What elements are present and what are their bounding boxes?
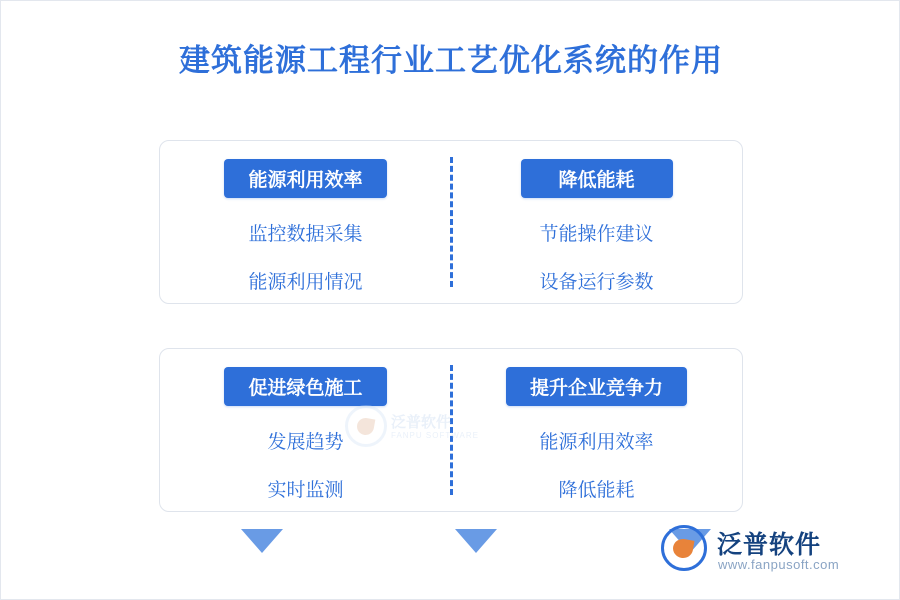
chevron-down-arrow-icon [241, 529, 283, 553]
fanpu-logo-icon [661, 525, 707, 571]
column-enhance-competitiveness [451, 349, 742, 511]
chevron-down-arrow-icon [455, 529, 497, 553]
list-item: 实时监测 [267, 480, 344, 501]
list-item: 设备运行参数 [539, 272, 654, 293]
vertical-dashed-divider [450, 365, 453, 495]
list-item: 能源利用情况 [248, 272, 363, 293]
column-heading-chip[interactable]: 降低能耗 [521, 159, 673, 198]
list-item: 发展趋势 [267, 432, 344, 453]
panel-inner [160, 141, 742, 303]
list-item: 降低能耗 [558, 480, 635, 501]
list-item: 节能操作建议 [539, 224, 654, 245]
column-heading-chip[interactable]: 提升企业竞争力 [506, 367, 687, 406]
watermark-subtitle: FANPU SOFTWARE [391, 431, 479, 440]
column-heading-chip[interactable]: 能源利用效率 [224, 159, 386, 198]
watermark-name: 泛普软件 [391, 414, 452, 431]
brand-logo [661, 523, 881, 581]
column-energy-utilization-efficiency [160, 141, 451, 303]
list-item: 监控数据采集 [248, 224, 363, 245]
column-reduce-energy-consumption [451, 141, 742, 303]
column-heading-chip[interactable]: 促进绿色施工 [224, 367, 386, 406]
list-item: 能源利用效率 [539, 432, 654, 453]
panel-inner [160, 349, 742, 511]
page-title: 建筑能源工程行业工艺优化系统的作用 [179, 43, 723, 78]
brand-name: 泛普软件 [717, 531, 822, 559]
panel-green-construction [159, 348, 743, 512]
brand-url: www.fanpusoft.com [718, 557, 840, 572]
panel-energy-efficiency [159, 140, 743, 304]
vertical-dashed-divider [450, 157, 453, 287]
column-promote-green-construction [160, 349, 451, 511]
